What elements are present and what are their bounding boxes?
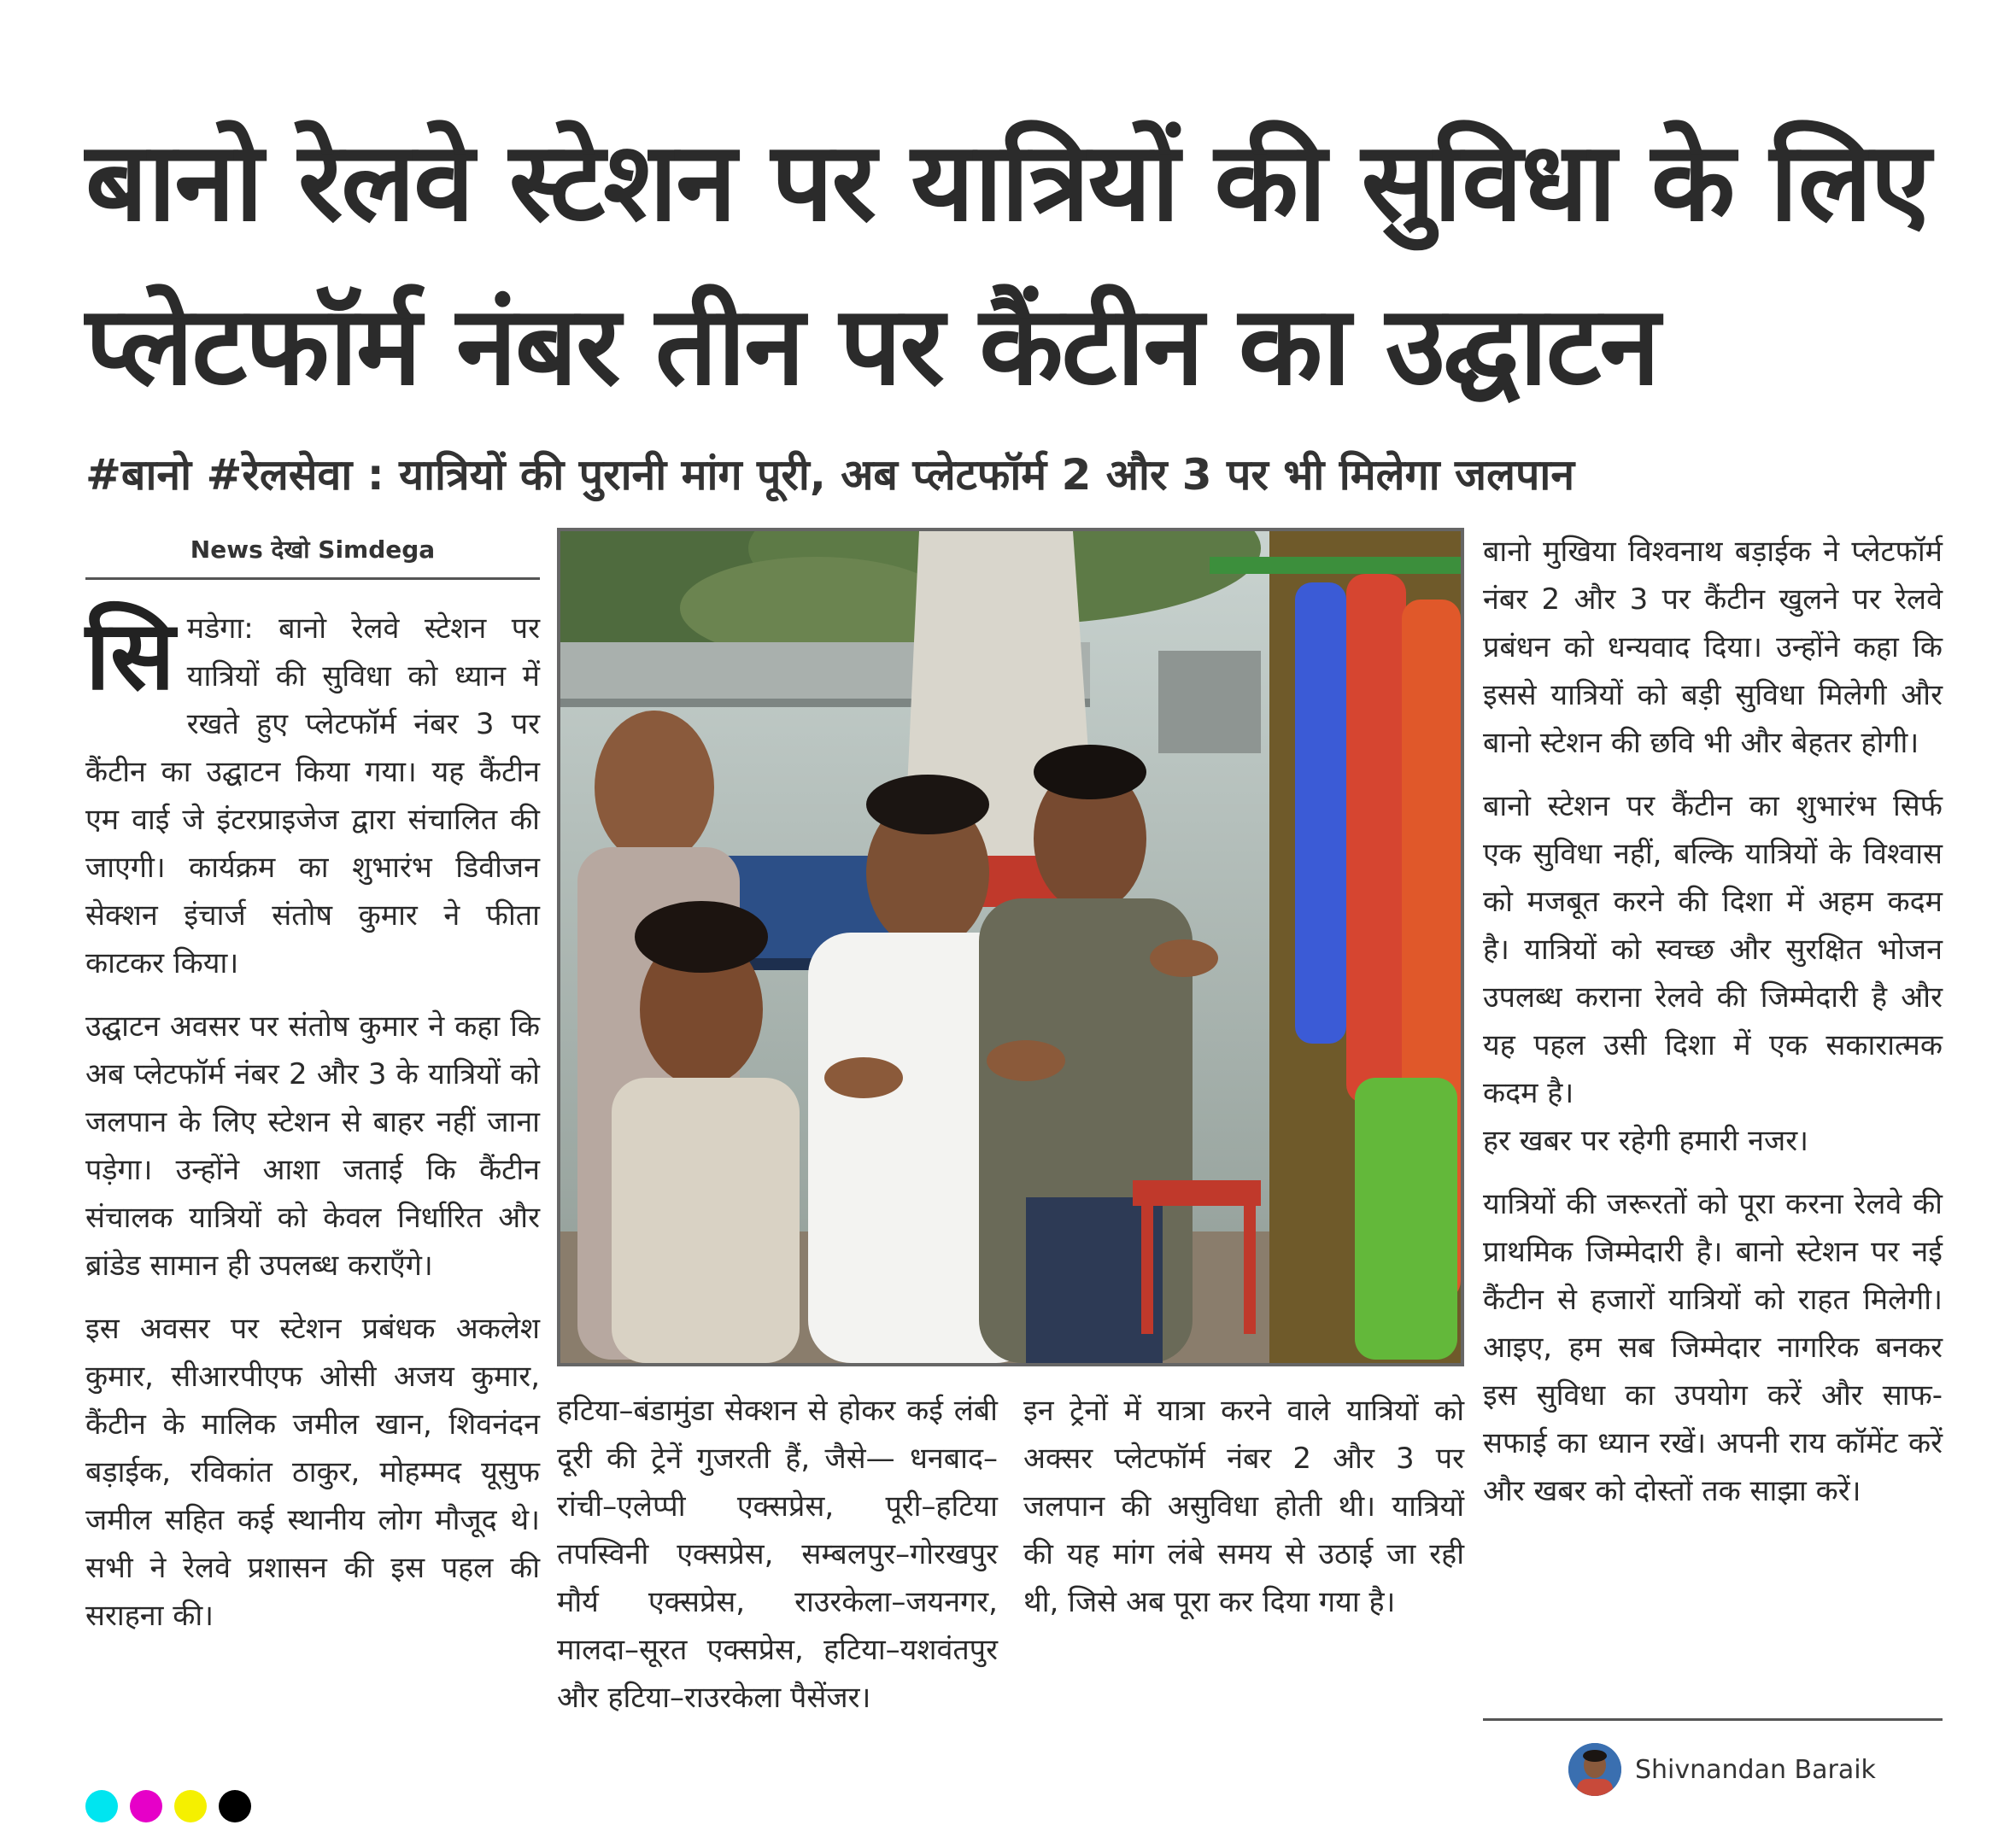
source-rule [85, 577, 540, 580]
news-source: News देखो Simdega [190, 535, 436, 564]
article-column-2 [557, 1387, 998, 1737]
paragraph [85, 600, 540, 987]
drop-cap: सि [85, 600, 175, 711]
paragraph: बानो स्टेशन पर कैंटीन का शुभारंभ सिर्फ एक सुविधा नहीं, बल्कि यात्रियों के विश्वास को मजबूत करने की दिशा में अहम कदम है। यात्रियों को स्वच्छ और सुरक्षित भोजन उपलब्ध कराना रेलवे की जिम्मेदारी है और यह पहल उसी दिशा में एक सकारात्मक कदम है। [1483, 789, 1943, 1110]
paragraph: इस अवसर पर स्टेशन प्रबंधक अकलेश कुमार, सीआरपीएफ ओसी अजय कुमार, कैंटीन के मालिक जमील खान, शिवनंदन बड़ाईक, रविकांत ठाकुर, मोहम्मद यूसुफ जमील सहित कई स्थानीय लोग मौजूद थे। सभी ने रेलवे प्रशासन की इस पहल की सराहना की। [85, 1312, 540, 1633]
article-photo [557, 528, 1464, 1366]
headline-line-2: प्लेटफॉर्म नंबर तीन पर कैंटीन का उद्घाटन [85, 283, 1659, 410]
author-avatar [1568, 1743, 1621, 1796]
author-name: Shivnandan Baraik [1635, 1754, 1876, 1785]
paragraph: उद्घाटन अवसर पर संतोष कुमार ने कहा कि अब प्लेटफॉर्म नंबर 2 और 3 के यात्रियों को जलपान के लिए स्टेशन से बाहर नहीं जाना पड़ेगा। उन्होंने आशा जताई कि कैंटीन संचालक यात्रियों को केवल निर्धारित और ब्रांडेड सामान ही उपलब्ध कराएँगे। [85, 1009, 540, 1283]
black-dot [219, 1790, 251, 1822]
subheadline: #बानो #रेलसेवा : यात्रियों की पुरानी मांग पूरी, अब प्लेटफॉर्म 2 और 3 पर भी मिलेगा जलपान [85, 450, 1575, 500]
yellow-dot [174, 1790, 207, 1822]
paragraph: हर खबर पर रहेगी हमारी नजर। [1483, 1124, 1809, 1158]
paragraph: इन ट्रेनों में यात्रा करने वाले यात्रियों को अक्सर प्लेटफॉर्म नंबर 2 और 3 पर जलपान की असुविधा होती थी। यात्रियों की यह मांग लंबे समय से उठाई जा रही थी, जिसे अब पूरा कर दिया गया है। [1023, 1394, 1464, 1619]
cyan-dot [85, 1790, 118, 1822]
avatar-icon [1568, 1743, 1621, 1796]
magenta-dot [130, 1790, 162, 1822]
headline [85, 101, 1948, 429]
article-column-3 [1023, 1387, 1464, 1641]
author-rule [1483, 1718, 1943, 1721]
print-registration-marks [85, 1807, 251, 1822]
paragraph: हटिया–बंडामुंडा सेक्शन से होकर कई लंबी दूरी की ट्रेनें गुजरती हैं, जैसे— धनबाद–रांची–एलेप्पी एक्सप्रेस, पूरी–हटिया तपस्विनी एक्सप्रेस, सम्बलपुर–गोरखपुर मौर्य एक्सप्रेस, राउरकेला–जयनगर, मालदा–सूरत एक्सप्रेस, हटिया–यशवंतपुर और हटिया–राउरकेला पैसेंजर। [557, 1394, 998, 1715]
paragraph: यात्रियों की जरूरतों को पूरा करना रेलवे की प्राथमिक जिम्मेदारी है। बानो स्टेशन पर नई कैंटीन से हजारों यात्रियों को राहत मिलेगी। आइए, हम सब जिम्मेदार नागरिक बनकर इस सुविधा का उपयोग करें और साफ-सफाई का ध्यान रखें। अपनी राय कॉमेंट करें और खबर को दोस्तों तक साझा करें। [1483, 1187, 1943, 1508]
canteen-inauguration-photo [560, 531, 1461, 1363]
paragraph-text: मडेगा: बानो रेलवे स्टेशन पर यात्रियों की सुविधा को ध्यान में रखते हुए प्लेटफॉर्म नंबर 3 पर कैंटीन का उद्घाटन किया गया। यह कैंटीन एम वाई जे इंटरप्राइजेज द्वारा संचालित की जाएगी। कार्यक्रम का शुभारंभ डिवीजन सेक्शन इंचार्ज संतोष कुमार ने फीता काटकर किया। [85, 611, 540, 980]
paragraph: बानो मुखिया विश्वनाथ बड़ाईक ने प्लेटफॉर्म नंबर 2 और 3 पर कैंटीन खुलने पर रेलवे प्रबंधन को धन्यवाद दिया। उन्होंने कहा कि इससे यात्रियों को बड़ी सुविधा मिलेगी और बानो स्टेशन की छवि भी और बेहतर होगी। [1483, 535, 1943, 760]
headline-line-1: बानो रेलवे स्टेशन पर यात्रियों की सुविधा के लिए [85, 119, 1930, 246]
article-column-1 [85, 600, 540, 1655]
author-byline [1568, 1742, 1876, 1797]
article-column-4 [1483, 528, 1943, 1530]
